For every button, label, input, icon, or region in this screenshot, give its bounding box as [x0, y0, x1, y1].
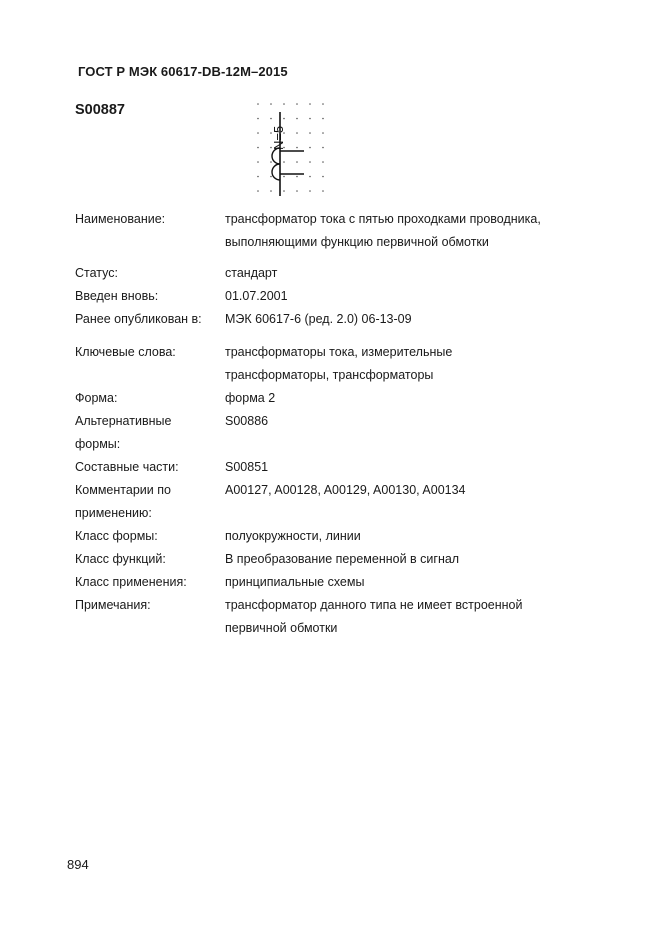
property-label-line: Комментарии по [75, 483, 171, 497]
property-value-line: трансформатор тока с пятью проходками проводника, [225, 212, 541, 226]
grid-dot [257, 118, 259, 120]
property-label [75, 308, 223, 331]
grid-dot [257, 132, 259, 134]
grid-dot [257, 176, 259, 178]
grid-dot [257, 147, 259, 149]
grid-dot [309, 147, 311, 149]
property-label-line: Ключевые слова: [75, 345, 176, 359]
property-value [225, 410, 635, 433]
property-value [225, 341, 635, 387]
property-value [225, 208, 635, 254]
page-number: 894 [67, 857, 89, 872]
grid-dot [296, 176, 298, 178]
document-header: ГОСТ Р МЭК 60617-DB-12M–2015 [78, 64, 288, 79]
grid-dot [322, 176, 324, 178]
property-label [75, 208, 223, 231]
property-label [75, 410, 223, 456]
property-value-line: трансформатор данного типа не имеет встроенной [225, 598, 523, 612]
grid-dot [270, 161, 272, 163]
grid-dot [309, 190, 311, 192]
grid-dots [257, 103, 324, 192]
property-value [225, 571, 635, 594]
grid-dot [270, 190, 272, 192]
property-value [225, 479, 635, 502]
property-label [75, 548, 223, 571]
grid-dot [283, 161, 285, 163]
grid-dot [257, 190, 259, 192]
property-value-line: выполняющими функцию первичной обмотки [225, 235, 489, 249]
property-value [225, 456, 635, 479]
grid-dot [309, 176, 311, 178]
property-label-line: применению: [75, 506, 152, 520]
turns-label: N=5 [271, 125, 286, 150]
grid-dot [309, 132, 311, 134]
property-value-line: S00851 [225, 460, 269, 474]
property-value-line: трансформаторы, трансформаторы [225, 368, 434, 382]
symbol-drawing [252, 100, 324, 212]
property-value [225, 308, 635, 331]
property-label-line: Составные части: [75, 460, 179, 474]
grid-dot [322, 118, 324, 120]
grid-dot [296, 132, 298, 134]
grid-dot [283, 176, 285, 178]
grid-dot [296, 103, 298, 105]
property-value [225, 262, 635, 285]
property-value-line: A00127, A00128, A00129, A00130, A00134 [225, 483, 466, 497]
property-label [75, 594, 223, 617]
property-label [75, 262, 223, 285]
property-label-line: Наименование: [75, 212, 166, 226]
grid-dot [322, 161, 324, 163]
grid-dot [283, 103, 285, 105]
grid-dot [296, 118, 298, 120]
property-label [75, 285, 223, 308]
half-circle-lower [272, 164, 280, 180]
property-label-line: формы: [75, 437, 121, 451]
property-value [225, 594, 635, 640]
grid-dot [270, 176, 272, 178]
property-value-line: принципиальные схемы [225, 575, 365, 589]
property-value-line: 01.07.2001 [225, 289, 288, 303]
property-value-line: первичной обмотки [225, 621, 338, 635]
grid-dot [322, 103, 324, 105]
property-value [225, 525, 635, 548]
property-value-line: В преобразование переменной в сигнал [225, 552, 460, 566]
property-value-line: МЭК 60617-6 (ред. 2.0) 06-13-09 [225, 312, 412, 326]
grid-dot [322, 147, 324, 149]
property-label [75, 525, 223, 548]
property-value [225, 387, 635, 410]
grid-dot [296, 190, 298, 192]
property-label-line: Статус: [75, 266, 118, 280]
property-label [75, 456, 223, 479]
property-label-line: Форма: [75, 391, 118, 405]
grid-dot [309, 161, 311, 163]
grid-dot [309, 103, 311, 105]
grid-dot [257, 161, 259, 163]
property-label [75, 387, 223, 410]
property-value [225, 548, 635, 571]
property-label-line: Ранее опубликован в: [75, 312, 202, 326]
grid-dot [270, 103, 272, 105]
property-value-line: форма 2 [225, 391, 276, 405]
grid-dot [257, 103, 259, 105]
grid-dot [270, 118, 272, 120]
property-label-line: Введен вновь: [75, 289, 159, 303]
property-value-line: полуокружности, линии [225, 529, 361, 543]
grid-dot [296, 147, 298, 149]
property-label-line: Класс формы: [75, 529, 158, 543]
property-value-line: трансформаторы тока, измерительные [225, 345, 453, 359]
property-value-line: стандарт [225, 266, 278, 280]
grid-dot [296, 161, 298, 163]
grid-dot [309, 118, 311, 120]
property-label-line: Примечания: [75, 598, 151, 612]
property-value-line: S00886 [225, 414, 269, 428]
property-label-line: Класс применения: [75, 575, 187, 589]
property-label [75, 341, 223, 364]
grid-dot [283, 118, 285, 120]
symbol-code: S00887 [75, 102, 125, 118]
grid-dot [322, 132, 324, 134]
grid-dot [283, 190, 285, 192]
property-label-line: Альтернативные [75, 414, 172, 428]
property-value [225, 285, 635, 308]
property-label [75, 571, 223, 594]
property-label-line: Класс функций: [75, 552, 166, 566]
grid-dot [322, 190, 324, 192]
property-label [75, 479, 223, 525]
